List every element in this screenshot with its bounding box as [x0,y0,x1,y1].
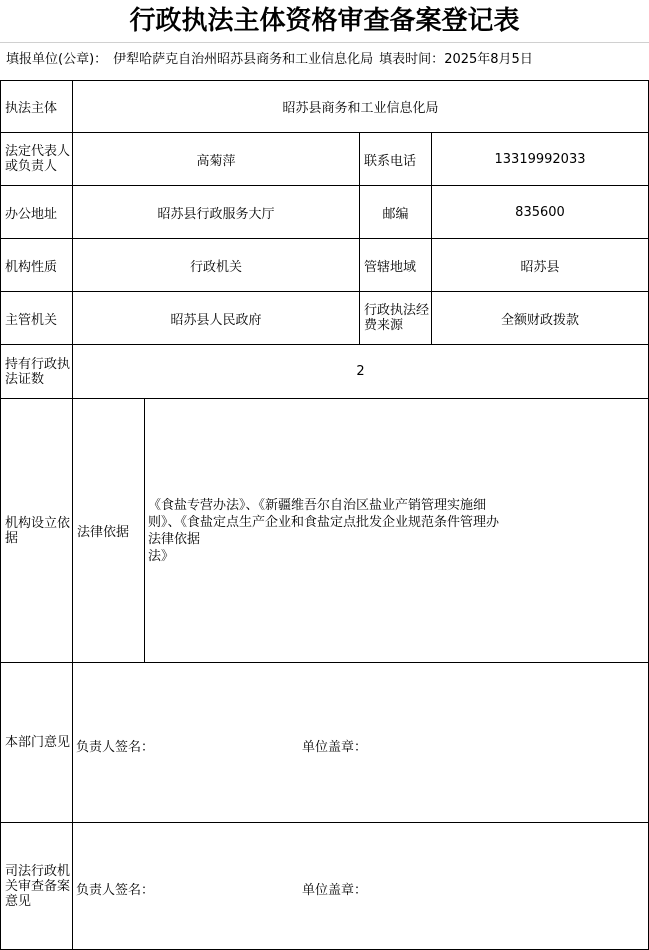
authority-value: 昭苏县人民政府 [73,292,360,345]
authority-label: 主管机关 [1,292,73,345]
rep-label: 法定代表人或负责人 [1,133,73,186]
basis-label: 机构设立依据 [1,399,73,663]
address-label: 办公地址 [1,186,73,239]
phone-value: 13319992033 [432,133,649,186]
region-value: 昭苏县 [432,239,649,292]
zip-label: 邮编 [360,186,432,239]
subject-value: 昭苏县商务和工业信息化局 [73,81,649,133]
time-value: 2025年8月5日 [444,52,533,67]
certs-label: 持有行政执法证数 [1,345,73,399]
basis-line-3: 法律依据 [148,532,201,547]
basis-line-2: 则》、《食盐定点生产企业和食盐定点批发企业规范条件管理办 [148,515,500,530]
dept-sign-label: 负责人签名： [76,740,155,755]
nature-value: 行政机关 [73,239,360,292]
fill-info-line [0,42,649,78]
basis-content-cell [145,399,649,663]
region-label: 管辖地域 [360,239,432,292]
phone-label: 联系电话 [360,133,432,186]
unit-value: 伊犁哈萨克自治州昭苏县商务和工业信息化局 [113,52,374,67]
zip-value: 835600 [432,186,649,239]
unit-label: 填报单位(公章)： [6,52,108,67]
judicial-sign-label: 负责人签名： [76,883,155,898]
address-value: 昭苏县行政服务大厅 [73,186,360,239]
funding-value: 全额财政拨款 [432,292,649,345]
form-title: 行政执法主体资格审查备案登记表 [0,0,649,43]
rep-value: 高菊萍 [73,133,360,186]
judicial-seal-label: 单位盖章： [302,883,368,898]
funding-label: 行政执法经费来源 [360,292,432,345]
time-label: 填表时间： [379,52,445,67]
dept-opinion-label: 本部门意见 [1,663,73,823]
certs-value: 2 [73,345,649,399]
subject-label: 执法主体 [1,81,73,133]
basis-sub-label: 法律依据 [73,399,145,663]
nature-label: 机构性质 [1,239,73,292]
basis-line-1: 《食盐专营办法》、《新疆维吾尔自治区盐业产销管理实施细 [148,498,487,513]
basis-line-4: 法》 [148,549,175,564]
dept-seal-label: 单位盖章： [302,740,368,755]
judicial-label: 司法行政机关审查备案意见 [1,823,73,950]
